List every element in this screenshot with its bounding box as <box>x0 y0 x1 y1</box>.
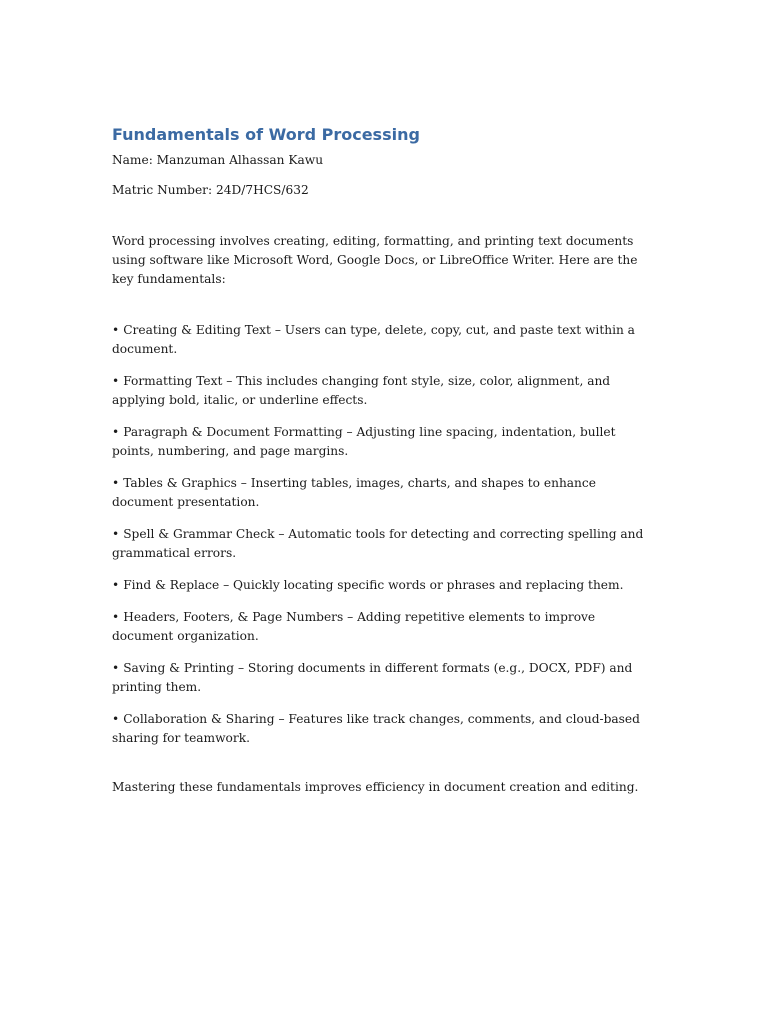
list-item-text: Tables & Graphics – Inserting tables, images, charts, and shapes to enhance document presentation. <box>112 476 596 509</box>
list-item <box>112 423 660 461</box>
list-item <box>112 321 660 359</box>
document-page <box>112 124 660 797</box>
list-item-text: Saving & Printing – Storing documents in different formats (e.g., DOCX, PDF) and printing them. <box>112 661 633 694</box>
list-item <box>112 710 660 748</box>
list-item-text: Formatting Text – This includes changing font style, size, color, alignment, and applying bold, italic, or underline effects. <box>112 374 611 407</box>
list-item <box>112 525 660 563</box>
list-item <box>112 659 660 697</box>
student-name: Name: Manzuman Alhassan Kawu <box>112 153 324 167</box>
bullet-mark: • <box>112 425 120 439</box>
bullet-mark: • <box>112 527 120 541</box>
bullet-mark: • <box>112 578 120 592</box>
list-item <box>112 372 660 410</box>
list-item-text: Headers, Footers, & Page Numbers – Adding repetitive elements to improve document organization. <box>112 610 596 643</box>
list-item <box>112 608 660 646</box>
list-item-text: Paragraph & Document Formatting – Adjusting line spacing, indentation, bullet points, numbering, and page margins. <box>112 425 616 458</box>
list-item-text: Creating & Editing Text – Users can type, delete, copy, cut, and paste text within a document. <box>112 323 635 356</box>
bullet-mark: • <box>112 610 120 624</box>
bullet-mark: • <box>112 712 120 726</box>
closing-paragraph: Mastering these fundamentals improves efficiency in document creation and editing. <box>112 780 639 794</box>
matric-number: Matric Number: 24D/7HCS/632 <box>112 183 309 197</box>
list-item-text: Collaboration & Sharing – Features like track changes, comments, and cloud-based sharing for teamwork. <box>112 712 640 745</box>
fundamentals-list <box>112 321 660 748</box>
bullet-mark: • <box>112 374 120 388</box>
list-item <box>112 474 660 512</box>
bullet-mark: • <box>112 661 120 675</box>
list-item-text: Find & Replace – Quickly locating specific words or phrases and replacing them. <box>123 578 624 592</box>
intro-paragraph: Word processing involves creating, editing, formatting, and printing text documents using software like Microsoft Word, Google Docs, or LibreOffice Writer. Here are the key fundamentals: <box>112 234 638 286</box>
list-item <box>112 576 660 595</box>
bullet-mark: • <box>112 476 120 490</box>
bullet-mark: • <box>112 323 120 337</box>
document-title: Fundamentals of Word Processing <box>112 125 420 144</box>
list-item-text: Spell & Grammar Check – Automatic tools for detecting and correcting spelling and grammatical errors. <box>112 527 644 560</box>
